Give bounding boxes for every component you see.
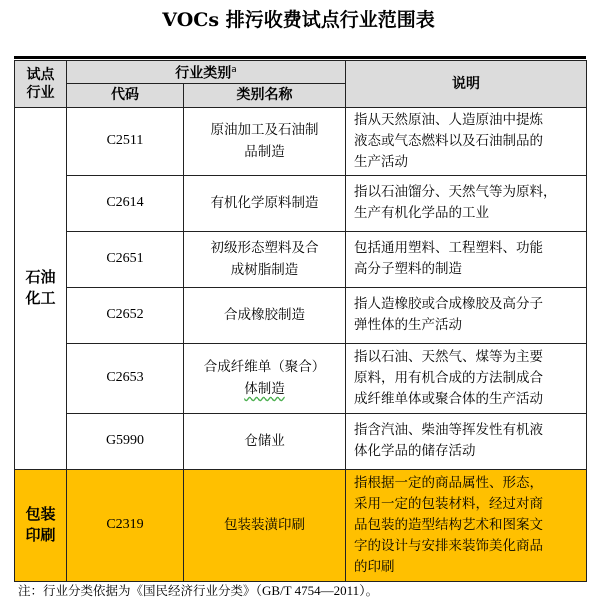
header-pilot-industry bbox=[15, 61, 67, 108]
category-name-cell bbox=[184, 343, 346, 413]
code-cell: C2653 bbox=[67, 343, 184, 413]
header-category-label: 行业类别 bbox=[175, 65, 232, 82]
description-cell bbox=[346, 287, 587, 343]
industry-packaging-printing bbox=[15, 469, 67, 581]
header-category-name: 类别名称 bbox=[184, 83, 346, 107]
table-footnote bbox=[18, 582, 378, 600]
desc-line: 包括通用塑料、工程塑料、功能 bbox=[354, 240, 544, 257]
table-row-highlighted bbox=[15, 469, 587, 581]
category-name-cell bbox=[184, 469, 346, 581]
desc-line: 指以石油馏分、天然气等为原料， bbox=[354, 184, 557, 201]
description-cell bbox=[346, 107, 587, 175]
code-cell: C2651 bbox=[67, 231, 184, 287]
header-category bbox=[67, 61, 346, 84]
description-cell bbox=[346, 175, 587, 231]
desc-line: 生产有机化学品的工业 bbox=[354, 205, 490, 222]
name-line: 原油加工及石油制 bbox=[210, 122, 319, 139]
table-row bbox=[15, 413, 587, 469]
table-row bbox=[15, 231, 587, 287]
name-line: 仓储业 bbox=[244, 433, 285, 450]
code-cell: C2319 bbox=[67, 469, 184, 581]
table-row bbox=[15, 175, 587, 231]
desc-line: 液态或气态燃料以及石油制品的 bbox=[354, 132, 544, 149]
desc-line: 字的设计与安排来装饰美化商品 bbox=[354, 537, 544, 554]
description-cell bbox=[346, 343, 587, 413]
code-cell: G5990 bbox=[67, 413, 184, 469]
category-name-cell bbox=[184, 175, 346, 231]
industry-label-line2: 印刷 bbox=[25, 526, 56, 545]
desc-line: 生产活动 bbox=[354, 153, 409, 170]
code-cell: C2652 bbox=[67, 287, 184, 343]
desc-line: 指含汽油、柴油等挥发性有机液 bbox=[354, 422, 544, 439]
description-cell bbox=[346, 413, 587, 469]
description-cell bbox=[346, 469, 587, 581]
table-row bbox=[15, 107, 587, 175]
category-name-cell bbox=[184, 287, 346, 343]
name-line: 包装装潢印刷 bbox=[224, 517, 305, 534]
category-name-cell bbox=[184, 107, 346, 175]
code-cell: C2511 bbox=[67, 107, 184, 175]
desc-line: 指以石油、天然气、煤等为主要 bbox=[354, 348, 544, 365]
header-category-note: a bbox=[231, 65, 237, 75]
industry-label-line1: 包装 bbox=[25, 505, 56, 524]
desc-line: 的印刷 bbox=[354, 558, 395, 575]
footnote-standard: （GB/T 4754—2011） bbox=[255, 583, 366, 598]
category-name-cell bbox=[184, 231, 346, 287]
desc-line: 弹性体的生产活动 bbox=[354, 317, 463, 334]
footnote-text: 注：行业分类依据为《国民经济行业分类》 bbox=[18, 583, 256, 598]
header-code: 代码 bbox=[67, 83, 184, 107]
desc-line: 指人造橡胶或合成橡胶及高分子 bbox=[354, 296, 544, 313]
table-top-rule bbox=[14, 56, 586, 59]
desc-line: 品包装的造型结构艺术和图案文 bbox=[354, 516, 544, 533]
code-cell: C2614 bbox=[67, 175, 184, 231]
description-cell bbox=[346, 231, 587, 287]
category-name-cell bbox=[184, 413, 346, 469]
industry-range-table bbox=[14, 60, 587, 582]
page-title: VOCs 排污收费试点行业范围表 bbox=[162, 9, 435, 31]
name-line: 有机化学原料制造 bbox=[210, 195, 319, 212]
header-pilot-industry-line2: 行业 bbox=[26, 84, 55, 101]
industry-label-line1: 石油 bbox=[25, 268, 56, 287]
footnote-suffix: 。 bbox=[365, 583, 379, 598]
header-description: 说明 bbox=[346, 61, 587, 108]
name-line: 成树脂制造 bbox=[230, 262, 299, 279]
desc-line: 指根据一定的商品属性、形态， bbox=[354, 474, 544, 491]
name-line-underlined: 体制造 bbox=[244, 381, 285, 398]
desc-line: 采用一定的包装材料，经过对商 bbox=[354, 495, 544, 512]
desc-line: 成纤维单体或聚合体的生产活动 bbox=[354, 390, 544, 407]
name-line: 合成橡胶制造 bbox=[224, 307, 305, 324]
desc-line: 高分子塑料的制造 bbox=[354, 261, 463, 278]
table-row bbox=[15, 343, 587, 413]
industry-petrochemical bbox=[15, 107, 67, 469]
desc-line: 原料，用有机合成的方法制成合 bbox=[354, 369, 544, 386]
name-line: 品制造 bbox=[244, 144, 285, 161]
table-row bbox=[15, 287, 587, 343]
desc-line: 体化学品的储存活动 bbox=[354, 443, 476, 460]
header-pilot-industry-line1: 试点 bbox=[26, 66, 55, 83]
desc-line: 指从天然原油、人造原油中提炼 bbox=[354, 111, 544, 128]
name-line: 初级形态塑料及合 bbox=[210, 240, 319, 257]
name-line: 合成纤维单（聚合） bbox=[203, 359, 326, 376]
name-line bbox=[190, 378, 339, 400]
industry-label-line2: 化工 bbox=[25, 289, 56, 308]
